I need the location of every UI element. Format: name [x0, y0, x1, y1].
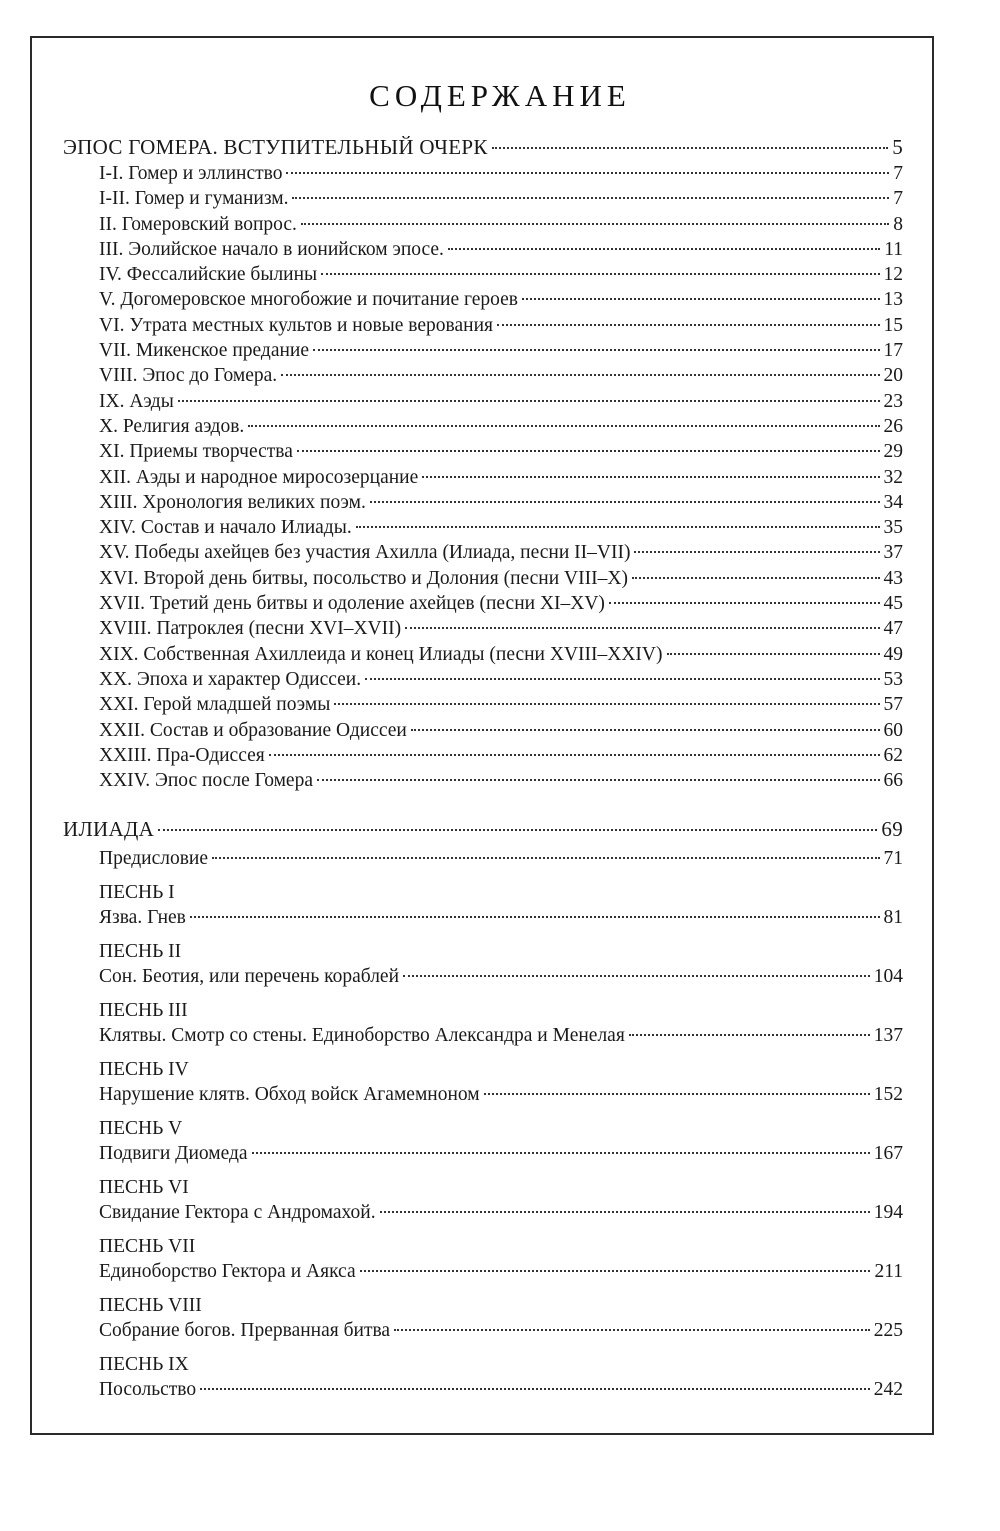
toc-entry — [63, 515, 903, 540]
song-heading: ПЕСНЬ VII — [99, 1235, 196, 1257]
dot-leader — [632, 577, 880, 579]
toc-page-number: 5 — [892, 135, 903, 159]
toc-page-number: 11 — [884, 238, 903, 260]
toc-page-number: 242 — [873, 1378, 903, 1400]
toc-section-label: ЭПОС ГОМЕРА. ВСТУПИТЕЛЬНЫЙ ОЧЕРК — [63, 135, 488, 159]
song-heading: ПЕСНЬ V — [99, 1117, 183, 1139]
toc-entry — [63, 768, 903, 793]
dot-leader — [497, 324, 880, 326]
toc-section-label: ИЛИАДА — [63, 817, 155, 842]
song-heading: ПЕСНЬ VIII — [99, 1294, 202, 1316]
song-heading: ПЕСНЬ IX — [99, 1353, 189, 1375]
toc-entry — [63, 718, 903, 743]
toc-entry-label: XII. Аэды и народное миросозерцание — [99, 466, 419, 488]
dot-leader — [403, 975, 870, 977]
table-of-contents — [63, 133, 903, 1403]
toc-entry-label: XXIII. Пра-Одиссея — [99, 744, 265, 766]
dot-leader — [190, 916, 880, 918]
toc-entry — [63, 363, 903, 388]
dot-leader — [492, 147, 889, 149]
toc-page-number: 194 — [873, 1201, 903, 1223]
song-block — [63, 1057, 903, 1108]
song-heading: ПЕСНЬ IV — [99, 1058, 189, 1080]
dot-leader — [365, 678, 879, 680]
toc-entry-label: XIX. Собственная Ахиллеида и конец Илиады (песни XVIII–XXIV) — [99, 643, 663, 665]
toc-entry — [63, 287, 903, 312]
toc-entry — [63, 161, 903, 186]
toc-entry-label: I-I. Гомер и эллинство — [99, 163, 283, 184]
dot-leader — [200, 1388, 870, 1390]
song-block — [63, 1175, 903, 1226]
song-heading: ПЕСНЬ II — [99, 940, 182, 962]
toc-entry-label: Посольство — [99, 1378, 197, 1400]
toc-entry — [63, 1141, 903, 1167]
dot-leader — [360, 1270, 871, 1272]
toc-page-number: 13 — [883, 289, 903, 311]
dot-leader — [313, 349, 879, 351]
dot-leader — [422, 476, 879, 478]
toc-entries-part1 — [63, 161, 903, 793]
toc-entry-label: XIV. Состав и начало Илиады. — [99, 517, 352, 539]
dot-leader — [484, 1093, 870, 1095]
toc-songs — [63, 880, 903, 1403]
toc-page-number: 34 — [883, 491, 903, 513]
toc-page-number: 225 — [873, 1319, 903, 1341]
toc-entry-label: IX. Аэды — [99, 390, 174, 412]
toc-entry — [63, 186, 903, 211]
toc-entry-label: XX. Эпоха и характер Одиссеи. — [99, 668, 362, 690]
toc-entry — [63, 1023, 903, 1049]
toc-entry — [63, 1082, 903, 1108]
toc-entry-label: XIII. Хронология великих поэм. — [99, 491, 366, 513]
toc-page-number: 45 — [883, 593, 903, 615]
dot-leader — [334, 703, 879, 705]
toc-entry-label: III. Эолийское начало в ионийском эпосе. — [99, 238, 444, 260]
song-heading: ПЕСНЬ I — [99, 881, 175, 903]
toc-page-number: 7 — [893, 188, 903, 210]
dot-leader — [286, 172, 889, 174]
toc-entry-label: XXII. Состав и образование Одиссеи — [99, 719, 407, 741]
toc-entry — [63, 540, 903, 565]
toc-entry — [63, 692, 903, 717]
song-block — [63, 1352, 903, 1403]
toc-section-heading — [63, 133, 903, 161]
toc-entry — [63, 212, 903, 237]
toc-entry — [63, 414, 903, 439]
song-block — [63, 1293, 903, 1344]
dot-leader — [301, 223, 889, 225]
dot-leader — [281, 374, 879, 376]
dot-leader — [609, 602, 880, 604]
toc-entry — [63, 964, 903, 990]
toc-entry-label: XXI. Герой младшей поэмы — [99, 694, 331, 716]
spacer — [63, 793, 903, 815]
toc-page-number: 32 — [883, 466, 903, 488]
dot-leader — [448, 248, 880, 250]
toc-entry-label: VII. Микенское предание — [99, 340, 310, 362]
toc-page-number: 152 — [873, 1083, 903, 1105]
toc-entry — [63, 1259, 903, 1285]
toc-entry-label: Сон. Беотия, или перечень кораблей — [99, 965, 400, 987]
toc-page-number: 8 — [893, 213, 903, 235]
song-block — [63, 998, 903, 1049]
dot-leader — [629, 1034, 870, 1036]
toc-entry — [63, 566, 903, 591]
toc-entry-label: II. Гомеровский вопрос. — [99, 213, 297, 235]
dot-leader — [405, 627, 879, 629]
toc-entry — [63, 262, 903, 287]
toc-entry — [63, 465, 903, 490]
toc-entry — [63, 338, 903, 363]
toc-entry — [63, 313, 903, 338]
toc-entry — [63, 1377, 903, 1403]
toc-entry-label: V. Догомеровское многобожие и почитание героев — [99, 289, 518, 311]
toc-page-number: 49 — [883, 643, 903, 665]
dot-leader — [522, 298, 880, 300]
dot-leader — [269, 754, 880, 756]
song-block — [63, 880, 903, 931]
toc-entry — [63, 1200, 903, 1226]
dot-leader — [158, 829, 877, 831]
toc-page-number: 37 — [883, 542, 903, 564]
dot-leader — [297, 450, 880, 452]
toc-entry — [63, 591, 903, 616]
song-block — [63, 1234, 903, 1285]
toc-title: СОДЕРЖАНИЕ — [369, 78, 631, 113]
toc-entry — [63, 743, 903, 768]
toc-page-number: 66 — [883, 770, 903, 792]
toc-entry-label: Единоборство Гектора и Аякса — [99, 1260, 356, 1282]
dot-leader — [212, 857, 879, 859]
dot-leader — [411, 729, 880, 731]
toc-page-number: 35 — [883, 517, 903, 539]
dot-leader — [321, 273, 879, 275]
toc-page-number: 104 — [873, 965, 903, 987]
toc-entry-label: XVIII. Патроклея (песни XVI–XVII) — [99, 618, 402, 640]
toc-entry — [63, 667, 903, 692]
toc-page-number: 167 — [873, 1142, 903, 1164]
toc-section-heading — [63, 815, 903, 843]
toc-entry-label: VIII. Эпос до Гомера. — [99, 365, 278, 387]
toc-page-number: 81 — [883, 906, 903, 928]
dot-leader — [356, 526, 880, 528]
toc-entry-label: X. Религия аэдов. — [99, 415, 245, 437]
song-heading: ПЕСНЬ III — [99, 999, 188, 1021]
toc-page-number: 29 — [883, 441, 903, 463]
toc-entry-label: XV. Победы ахейцев без участия Ахилла (Илиада, песни II–VII) — [99, 542, 631, 564]
toc-page-number: 62 — [883, 744, 903, 766]
toc-entry-label: IV. Фессалийские былины — [99, 264, 318, 286]
toc-page-number: 71 — [883, 848, 903, 870]
dot-leader — [370, 501, 880, 503]
toc-page-number: 53 — [883, 668, 903, 690]
dot-leader — [317, 779, 880, 781]
toc-page-number: 17 — [883, 340, 903, 362]
dot-leader — [252, 1152, 870, 1154]
toc-page-number: 15 — [883, 314, 903, 336]
toc-entry-label: VI. Утрата местных культов и новые верования — [99, 314, 493, 336]
dot-leader — [292, 197, 889, 199]
toc-page-number: 23 — [883, 390, 903, 412]
dot-leader — [634, 551, 879, 553]
toc-entry — [63, 237, 903, 262]
toc-entry-label: Подвиги Диомеда — [99, 1142, 248, 1164]
song-block — [63, 939, 903, 990]
toc-entry — [63, 905, 903, 931]
dot-leader — [248, 425, 879, 427]
toc-entry — [63, 490, 903, 515]
toc-page-number: 69 — [881, 817, 903, 842]
toc-entry-label: XI. Приемы творчества — [99, 441, 293, 463]
toc-page-number: 137 — [873, 1024, 903, 1046]
toc-entry-label: Предисловие — [99, 848, 209, 870]
toc-entry-label: Собрание богов. Прерванная битва — [99, 1319, 391, 1341]
toc-entry — [63, 1318, 903, 1344]
toc-page-number: 12 — [883, 264, 903, 286]
toc-page-number: 20 — [883, 365, 903, 387]
toc-page-number: 43 — [883, 567, 903, 589]
toc-page-number: 7 — [893, 163, 903, 184]
toc-entry-preface — [63, 846, 903, 871]
toc-entry-label: XXIV. Эпос после Гомера — [99, 770, 313, 792]
toc-page-number: 47 — [883, 618, 903, 640]
toc-entry-label: I-II. Гомер и гуманизм. — [99, 188, 289, 210]
dot-leader — [380, 1211, 870, 1213]
toc-entry-label: Клятвы. Смотр со стены. Единоборство Александра и Менелая — [99, 1024, 625, 1046]
dot-leader — [394, 1329, 870, 1331]
toc-entry — [63, 389, 903, 414]
toc-entry — [63, 439, 903, 464]
toc-entry-label: Нарушение клятв. Обход войск Агамемноном — [99, 1083, 480, 1105]
song-block — [63, 1116, 903, 1167]
dot-leader — [667, 653, 880, 655]
toc-entry — [63, 642, 903, 667]
toc-entry-label: Язва. Гнев — [99, 906, 186, 928]
dot-leader — [178, 400, 880, 402]
toc-entry-label: Свидание Гектора с Андромахой. — [99, 1201, 376, 1223]
toc-page-number: 211 — [874, 1260, 903, 1282]
toc-page-number: 60 — [883, 719, 903, 741]
toc-entry — [63, 616, 903, 641]
song-heading: ПЕСНЬ VI — [99, 1176, 189, 1198]
toc-page-number: 26 — [883, 415, 903, 437]
toc-entry-label: XVII. Третий день битвы и одоление ахейцев (песни XI–XV) — [99, 593, 605, 615]
toc-entry-label: XVI. Второй день битвы, посольство и Долония (песни VIII–X) — [99, 567, 628, 589]
toc-page-number: 57 — [883, 694, 903, 716]
